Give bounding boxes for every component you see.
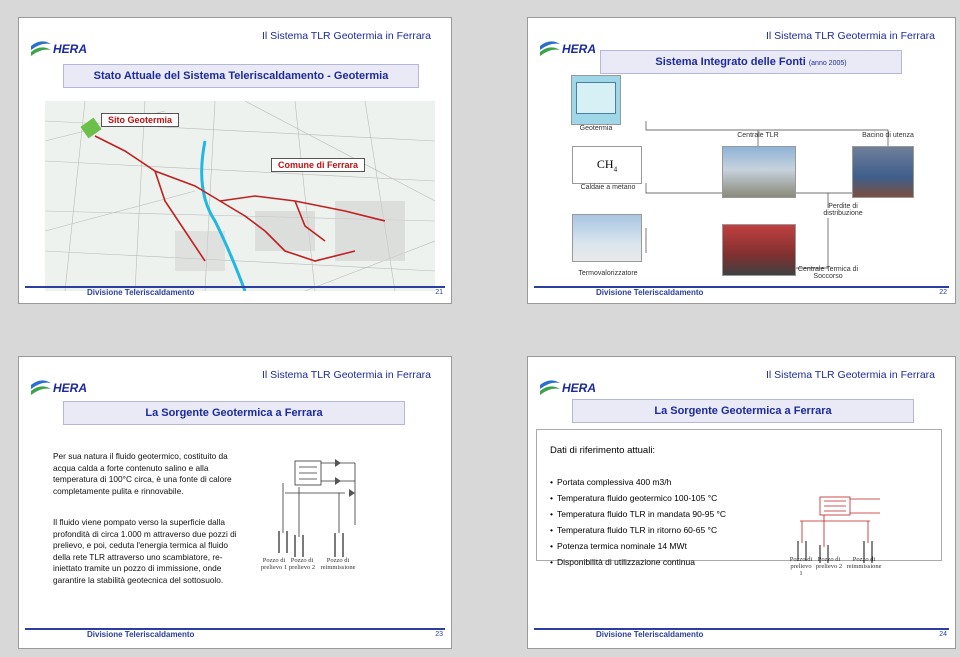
footer-text: Divisione Teleriscaldamento — [87, 630, 195, 639]
bacino-utenza-image — [852, 146, 914, 198]
bullet-3: • Temperatura fluido TLR in mandata 90-95 °C — [550, 509, 726, 519]
slide-title: La Sorgente Geotermica a Ferrara — [63, 401, 405, 425]
label-centrale-tlr: Centrale TLR — [737, 132, 779, 139]
slide-title: La Sorgente Geotermica a Ferrara — [572, 399, 914, 423]
page-number: 22 — [939, 289, 947, 296]
centrale-tlr-image — [722, 146, 796, 198]
label-centrale-soccorso: Centrale Termica di Soccorso — [797, 266, 859, 280]
page-number: 24 — [939, 631, 947, 638]
ch4-label: CH — [596, 157, 614, 171]
slide-title: Stato Attuale del Sistema Teleriscaldamento - Geotermia — [63, 64, 419, 88]
label-geotermia: Geotermia — [579, 125, 613, 132]
bullet-6: • Disponibilità di utilizzazione continua — [550, 557, 695, 567]
svg-text:HERA: HERA — [53, 42, 88, 56]
svg-text:HERA: HERA — [562, 42, 597, 56]
termovalorizzatore-image — [572, 214, 642, 262]
slide-title-text: Sistema Integrato delle Fonti — [655, 56, 806, 68]
label-perdite: Perdite di distribuzione — [823, 203, 863, 217]
hera-logo — [538, 371, 598, 399]
centrale-soccorso-image — [722, 224, 796, 276]
bullet-1: • Portata complessiva 400 m3/h — [550, 477, 671, 487]
slide-23 — [18, 356, 452, 649]
tag-comune-ferrara: Comune di Ferrara — [271, 158, 365, 172]
footer-text: Divisione Teleriscaldamento — [596, 630, 704, 639]
hera-logo — [29, 32, 89, 60]
label-pozzo-prelievo-1: Pozzo di prelievo 1 — [789, 556, 813, 577]
svg-text:HERA: HERA — [562, 381, 597, 395]
tag-sito-geotermia: Sito Geotermia — [101, 113, 179, 127]
bullet-5: • Potenza termica nominale 14 MWt — [550, 541, 687, 551]
slide-title-note: (anno 2005) — [808, 60, 847, 67]
label-pozzo-prelievo-1: Pozzo di prelievo 1 — [260, 557, 288, 571]
geotermia-schematic — [576, 82, 616, 114]
page-number: 21 — [435, 289, 443, 296]
label-pozzo-reimmissione: Pozzo di reimmissione — [846, 556, 882, 570]
footer-text: Divisione Teleriscaldamento — [596, 288, 704, 297]
footer-text: Divisione Teleriscaldamento — [87, 288, 195, 297]
label-pozzo-prelievo-2: Pozzo di prelievo 2 — [815, 556, 843, 570]
slide-header: Il Sistema TLR Geotermia in Ferrara — [765, 369, 935, 381]
info-title: Dati di riferimento attuali: — [550, 445, 656, 456]
label-pozzo-prelievo-2: Pozzo di prelievo 2 — [288, 557, 316, 571]
bullet-4: • Temperatura fluido TLR in ritorno 60-65 °C — [550, 525, 717, 535]
page-number: 23 — [435, 631, 443, 638]
paragraph-1: Per sua natura il fluido geotermico, costituito da acqua calda a forte contenuto salino e alla temperatura di 100°C circa, è una fonte di calore completamente pulita e rinnovabile. — [53, 451, 232, 496]
hera-logo — [29, 371, 89, 399]
label-termovalorizzatore: Termovalorizzatore — [578, 270, 638, 277]
slide-24 — [527, 356, 956, 649]
slide-header: Il Sistema TLR Geotermia in Ferrara — [261, 369, 431, 381]
slide-header: Il Sistema TLR Geotermia in Ferrara — [765, 30, 935, 42]
label-bacino-utenza: Bacino di utenza — [862, 132, 914, 139]
label-caldaie: Caldaie a metano — [580, 184, 636, 191]
ch4-subscript: 4 — [613, 165, 618, 174]
slide-header: Il Sistema TLR Geotermia in Ferrara — [261, 30, 431, 42]
well-schematic — [790, 493, 890, 563]
ferrara-map — [45, 101, 435, 291]
bullet-2: • Temperatura fluido geotermico 100-105 °C — [550, 493, 717, 503]
label-pozzo-reimmissione: Pozzo di reimmissione — [320, 557, 356, 571]
ch4-box — [572, 146, 642, 184]
slide-21 — [18, 17, 452, 304]
svg-text:HERA: HERA — [53, 381, 88, 395]
well-schematic — [255, 453, 373, 557]
paragraph-2: Il fluido viene pompato verso la superficie dalla profondità di circa 1.000 m attraverso due pozzi di prelievo, e poi, ceduta l'energia termica al fluido della rete TLR attraverso uno scambiatore, re-iniettato tramite un pozzo di immissione, onde garantire la stabilità geotecnica del sottosuolo. — [53, 517, 237, 585]
slide-22 — [527, 17, 956, 304]
